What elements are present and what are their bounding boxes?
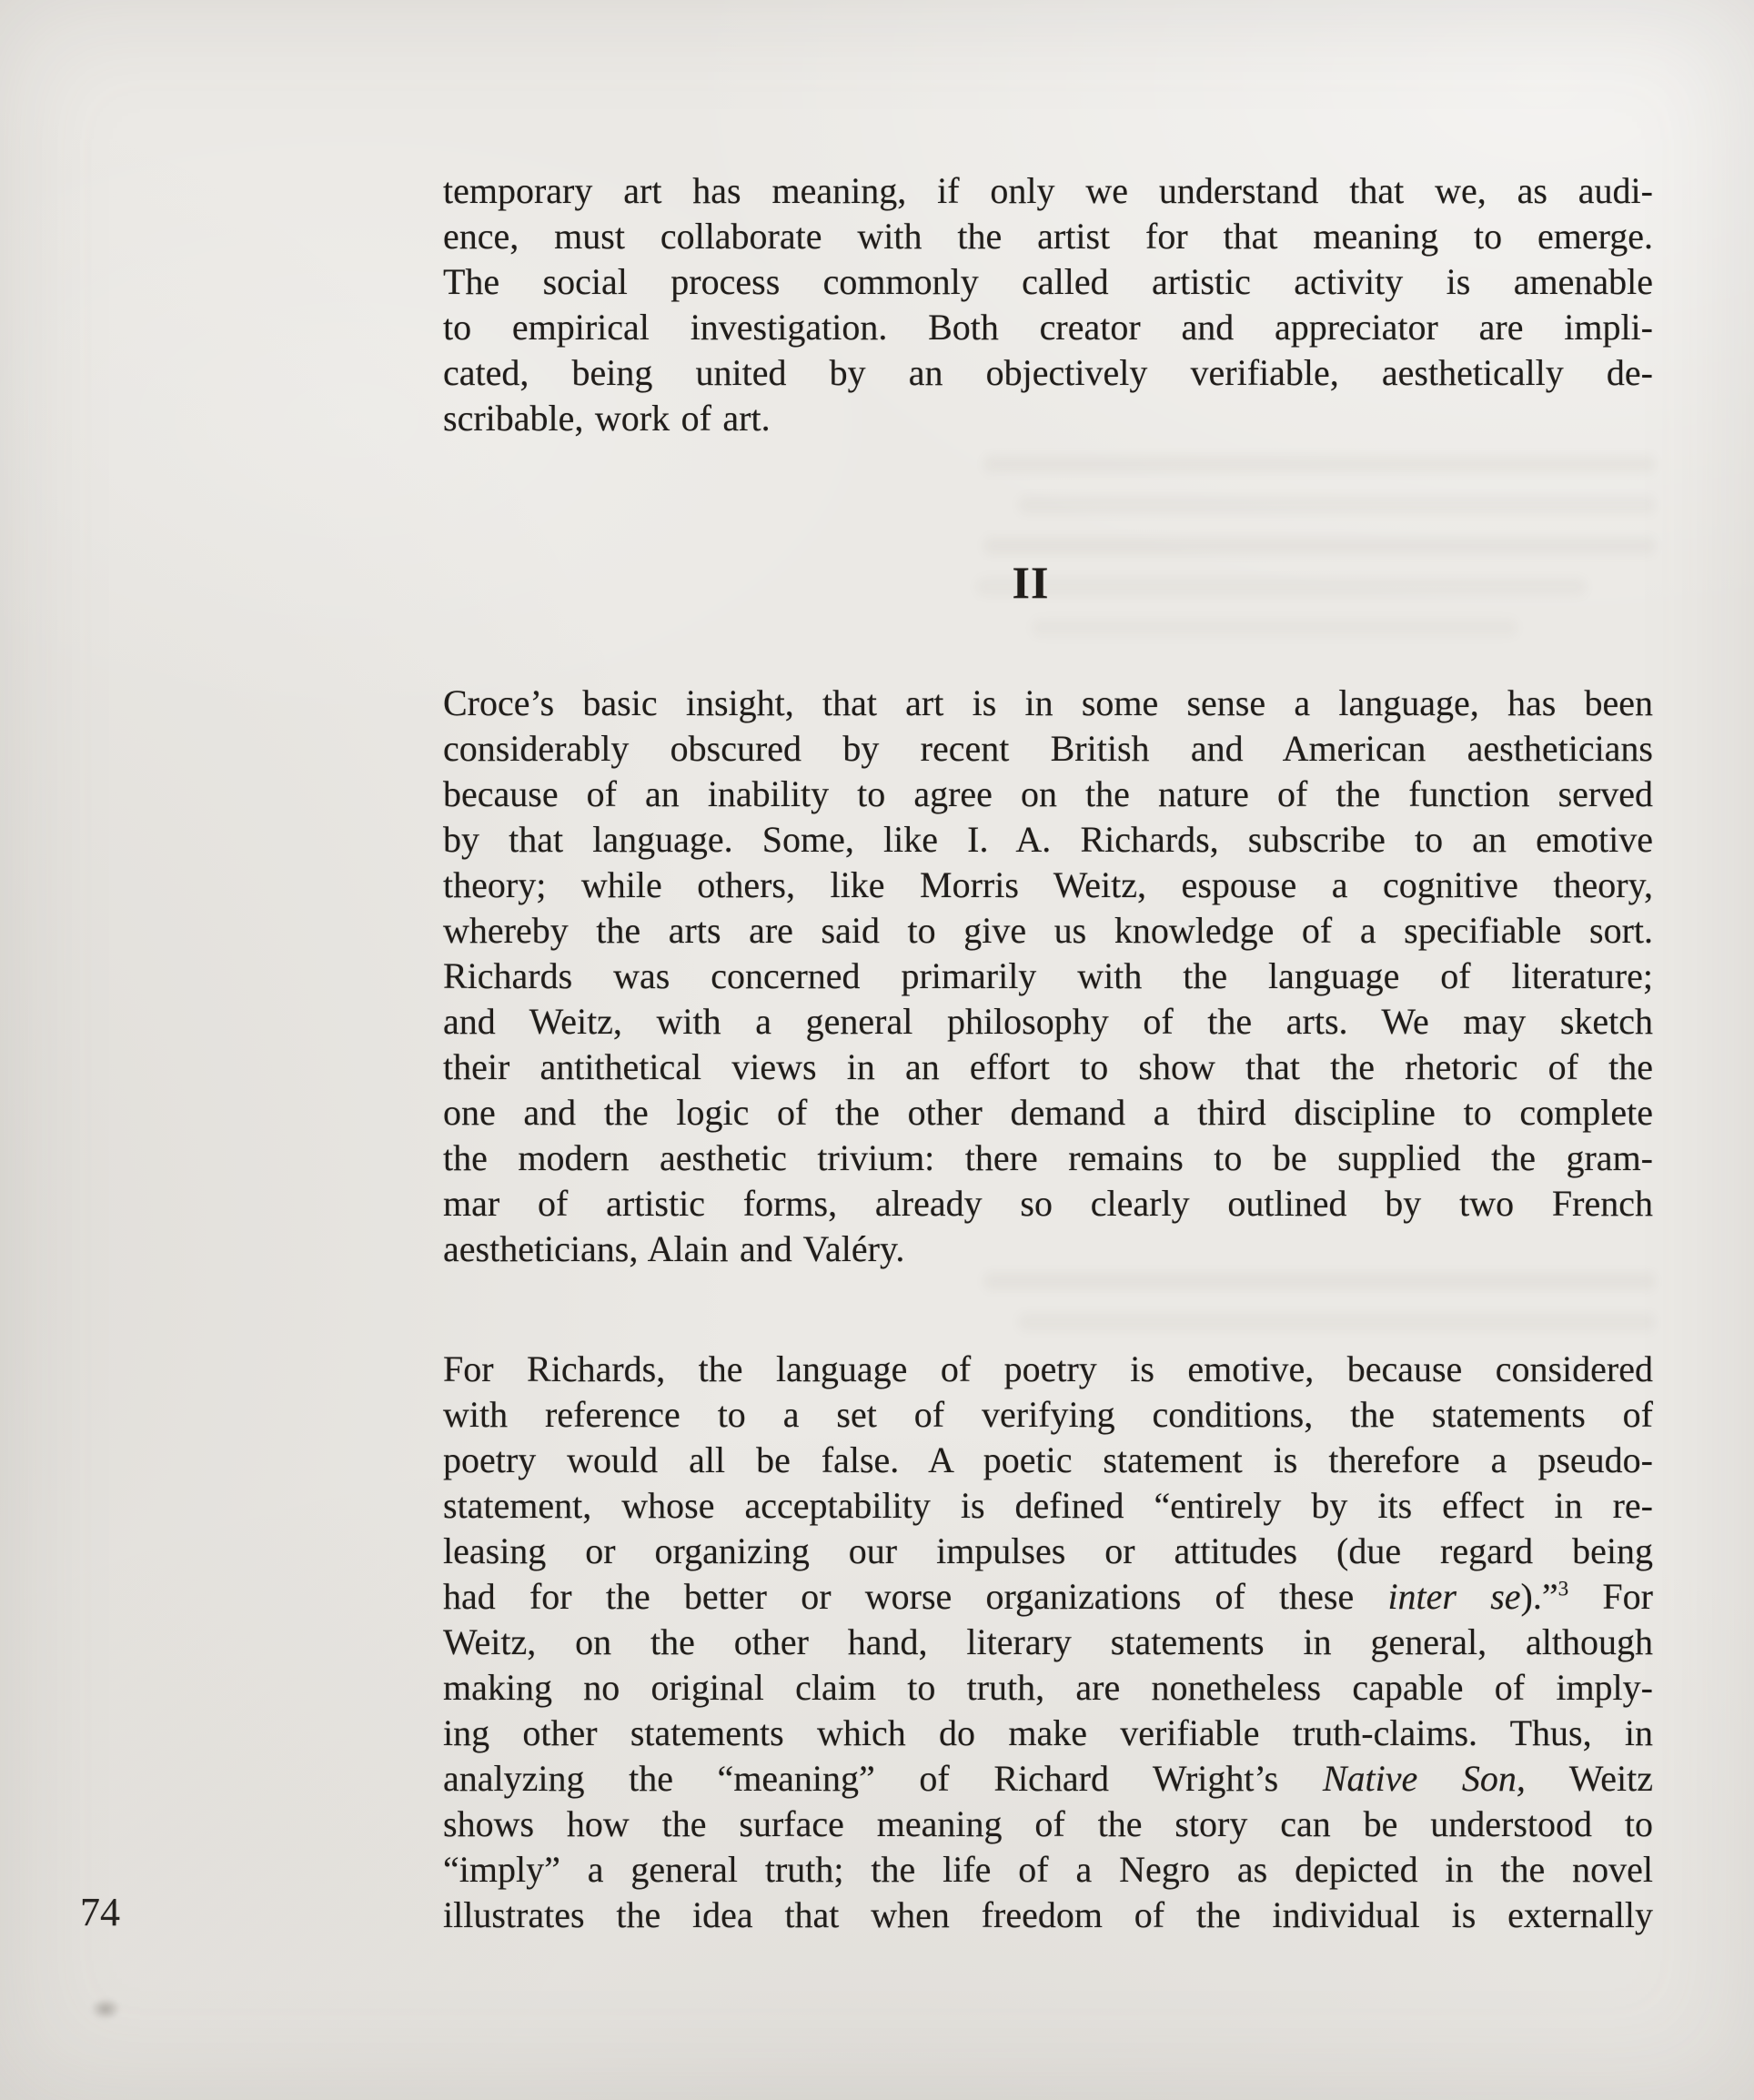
- text-line: scribable, work of art.: [443, 398, 771, 439]
- text-line: ing other statements which do make verifiable truth-claims. Thus, in: [443, 1712, 1653, 1753]
- text-line: whereby the arts are said to give us knowledge of a specifiable sort.: [443, 910, 1653, 951]
- text-line: the modern aesthetic trivium: there remains to be supplied the gram-: [443, 1137, 1653, 1178]
- text-line: analyzing the “meaning” of Richard Wright’s Native Son, Weitz: [443, 1758, 1653, 1799]
- text-line: illustrates the idea that when freedom of the individual is externally: [443, 1894, 1653, 1935]
- text-line: ence, must collaborate with the artist for that meaning to emerge.: [443, 216, 1653, 257]
- bleedthrough-line: [983, 1272, 1656, 1290]
- text-line: “imply” a general truth; the life of a Negro as depicted in the novel: [443, 1849, 1653, 1890]
- text-line: For Richards, the language of poetry is emotive, because considered: [443, 1348, 1653, 1389]
- text-line: Weitz, on the other hand, literary statements in general, although: [443, 1621, 1653, 1662]
- text-line: to empirical investigation. Both creator and appreciator are impli-: [443, 307, 1653, 348]
- page-number: 74: [80, 1890, 120, 1934]
- text-line: cated, being united by an objectively verifiable, aesthetically de-: [443, 352, 1653, 393]
- text-line: shows how the surface meaning of the story can be understood to: [443, 1803, 1653, 1844]
- paragraph-richards-weitz: [443, 1347, 1653, 1938]
- bleedthrough-text: [963, 1272, 1656, 1354]
- paragraph-croce-insight: [443, 681, 1653, 1272]
- text-line: Croce’s basic insight, that art is in some sense a language, has been: [443, 682, 1653, 723]
- text-line: making no original claim to truth, are nonetheless capable of imply-: [443, 1667, 1653, 1708]
- paragraph-continuation: [443, 168, 1653, 441]
- bleedthrough-line: [1032, 619, 1517, 637]
- bleedthrough-line: [1018, 496, 1656, 514]
- text-line: their antithetical views in an effort to show that the rhetoric of the: [443, 1046, 1653, 1087]
- text-line: statement, whose acceptability is defined “entirely by its effect in re-: [443, 1485, 1653, 1526]
- bleedthrough-line: [983, 455, 1656, 473]
- text-line: The social process commonly called artistic activity is amenable: [443, 261, 1653, 302]
- bleedthrough-line: [1018, 1313, 1656, 1331]
- text-line: leasing or organizing our impulses or attitudes (due regard being: [443, 1530, 1653, 1571]
- text-line: Richards was concerned primarily with the language of literature;: [443, 955, 1653, 996]
- text-line: considerably obscured by recent British and American aestheticians: [443, 728, 1653, 769]
- section-heading: II: [1012, 557, 1050, 608]
- text-line: poetry would all be false. A poetic statement is therefore a pseudo-: [443, 1439, 1653, 1480]
- bleedthrough-line: [983, 537, 1656, 555]
- text-line: because of an inability to agree on the nature of the function served: [443, 773, 1653, 814]
- ink-smudge: [86, 1994, 126, 2024]
- text-line: temporary art has meaning, if only we understand that we, as audi-: [443, 170, 1653, 211]
- text-line: by that language. Some, like I. A. Richards, subscribe to an emotive: [443, 819, 1653, 860]
- text-line: with reference to a set of verifying conditions, the statements of: [443, 1394, 1653, 1435]
- text-line: and Weitz, with a general philosophy of the arts. We may sketch: [443, 1001, 1653, 1042]
- text-line: aestheticians, Alain and Valéry.: [443, 1228, 905, 1269]
- text-line: theory; while others, like Morris Weitz, espouse a cognitive theory,: [443, 864, 1653, 905]
- text-line: had for the better or worse organizations of these inter se).”$^3$ For: [443, 1576, 1653, 1617]
- text-line: mar of artistic forms, already so clearly outlined by two French: [443, 1183, 1653, 1224]
- text-line: one and the logic of the other demand a third discipline to complete: [443, 1092, 1653, 1133]
